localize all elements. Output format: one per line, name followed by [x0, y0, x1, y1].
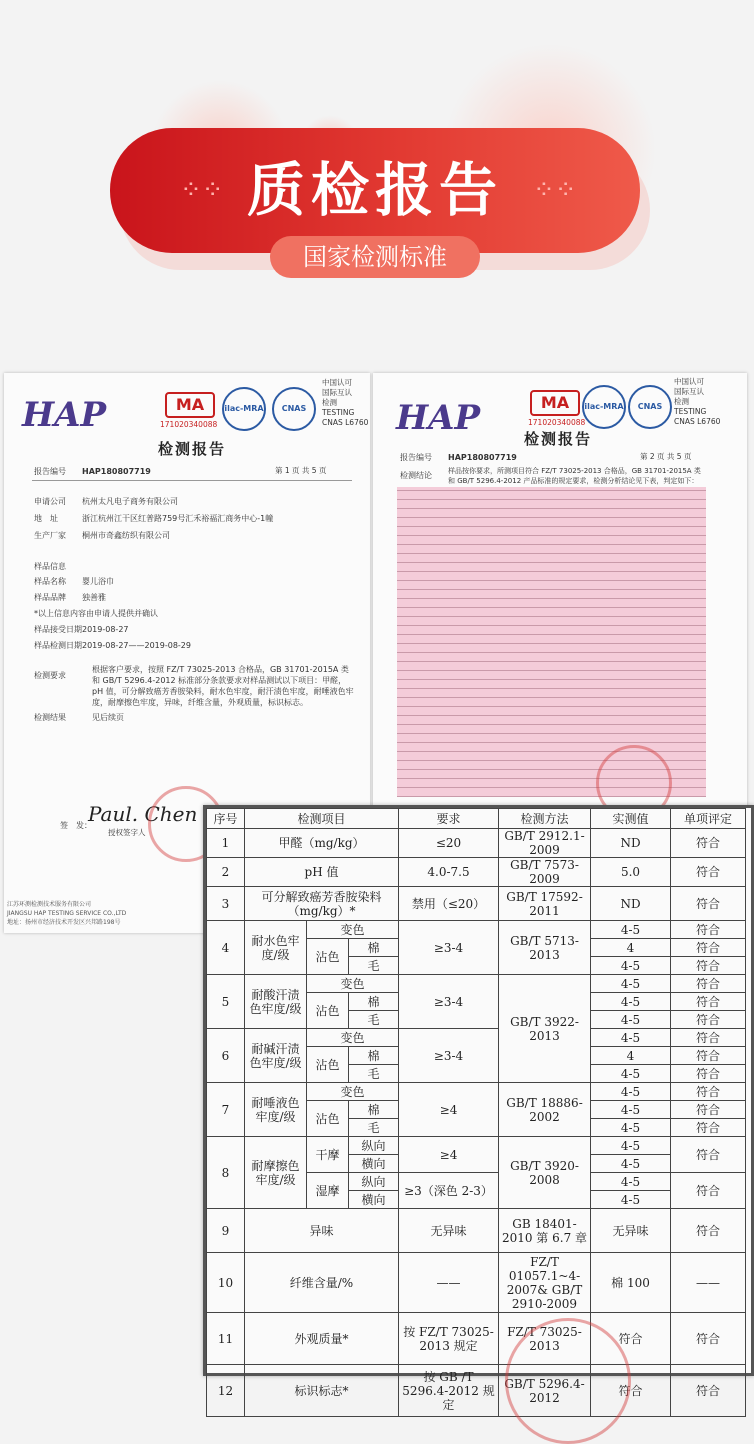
test-result-label: 检测结果 [34, 713, 66, 722]
cell-req: —— [399, 1253, 499, 1313]
info-sample-name: 样品名称 婴儿浴巾 [34, 577, 114, 586]
cell-direction: 纵向 [349, 1173, 399, 1191]
cell-eval: 符合 [671, 1029, 746, 1047]
cell-value: 4-5 [591, 1065, 671, 1083]
decor-dots-right: ⁘⁘ [533, 175, 577, 205]
table-row [207, 887, 746, 921]
table-header-row [207, 809, 746, 829]
cell-no: 9 [207, 1209, 245, 1253]
cell-req: ≤20 [399, 829, 499, 858]
ilac-logo: ilac-MRA [222, 387, 266, 431]
ma-number-2: 171020340088 [528, 418, 586, 427]
cell-value: 5.0 [591, 858, 671, 887]
zoomed-results-table [203, 805, 754, 1412]
ilac-logo-2: ilac-MRA [582, 385, 626, 429]
cell-no: 8 [207, 1137, 245, 1209]
cell-no: 10 [207, 1253, 245, 1313]
test-requirement-label: 检测要求 [34, 671, 66, 680]
th-method: 检测方法 [499, 809, 591, 829]
th-eval: 单项评定 [671, 809, 746, 829]
cell-value: ND [591, 829, 671, 858]
cell-eval: 符合 [671, 1065, 746, 1083]
cell-value: ND [591, 887, 671, 921]
cell-value: 4-5 [591, 921, 671, 939]
cell-item: 外观质量* [245, 1313, 399, 1365]
cell-eval: —— [671, 1253, 746, 1313]
cell-req: 禁用（≤20） [399, 887, 499, 921]
cell-eval: 符合 [671, 921, 746, 939]
cell-req: ≥3（深色 2-3） [399, 1173, 499, 1209]
cell-no: 4 [207, 921, 245, 975]
cell-eval: 符合 [671, 887, 746, 921]
cell-item: pH 值 [245, 858, 399, 887]
cell-req: 无异味 [399, 1209, 499, 1253]
cell-subitem: 湿摩 [307, 1173, 349, 1209]
cell-value: 4-5 [591, 1155, 671, 1173]
test-requirement-text: 根据客户要求，按照 FZ/T 73025-2013 合格品，GB 31701-2015A 类和 GB/T 5296.4-2012 标准部分条款要求对样品测试以下项目：甲醛，pH 值，可分解致癌芳香胺染料，耐水色牢度，耐汗渍色牢度，耐唾液色牢度，耐摩擦色牢度，异味，纤维含量，外观质量，标识标志。 [92, 665, 354, 707]
cell-value: 4-5 [591, 1011, 671, 1029]
info-applicant: 申请公司 杭州太凡电子商务有限公司 [34, 497, 178, 506]
th-value: 实测值 [591, 809, 671, 829]
cell-no: 6 [207, 1029, 245, 1083]
cell-fiber: 棉 [349, 993, 399, 1011]
table-row [207, 1365, 746, 1417]
cell-req: ≥3-4 [399, 975, 499, 1029]
table-row [207, 1029, 746, 1047]
cell-item: 耐摩擦色牢度/级 [245, 1137, 307, 1209]
report-no: 报告编号 HAP180807719 [34, 467, 151, 476]
hap-logo-2: HAP [396, 398, 481, 438]
cell-subitem: 变色 [307, 1083, 399, 1101]
cell-value: 4-5 [591, 1173, 671, 1191]
cell-eval: 符合 [671, 858, 746, 887]
cell-method: GB/T 17592-2011 [499, 887, 591, 921]
report-title: 检测报告 [158, 440, 227, 458]
cell-method: FZ/T 73025-2013 [499, 1313, 591, 1365]
page-number: 第 1 页 共 5 页 [275, 466, 327, 475]
cell-direction: 横向 [349, 1191, 399, 1209]
results-table [206, 808, 746, 1417]
cell-eval: 符合 [671, 1083, 746, 1101]
cell-value: 4-5 [591, 993, 671, 1011]
cell-subitem: 沾色 [307, 1047, 349, 1083]
info-note: *以上信息内容由申请人提供并确认 [34, 609, 158, 618]
cell-item: 异味 [245, 1209, 399, 1253]
conclusion-label: 检测结论 [400, 471, 432, 480]
cell-eval: 符合 [671, 957, 746, 975]
cell-eval: 符合 [671, 1011, 746, 1029]
info-sample-heading: 样品信息 [34, 562, 66, 571]
cell-method: GB/T 5296.4-2012 [499, 1365, 591, 1417]
cell-eval: 符合 [671, 1365, 746, 1417]
cell-value: 符合 [591, 1365, 671, 1417]
highlighted-table-rules [397, 487, 706, 797]
cell-item: 可分解致癌芳香胺染料（mg/kg）* [245, 887, 399, 921]
cell-direction: 纵向 [349, 1137, 399, 1155]
cell-item: 耐碱汗渍色牢度/级 [245, 1029, 307, 1083]
cell-item: 耐唾液色牢度/级 [245, 1083, 307, 1137]
cell-value: 棉 100 [591, 1253, 671, 1313]
table-row [207, 975, 746, 993]
cell-value: 4-5 [591, 975, 671, 993]
signature: Paul. Chen [88, 802, 198, 826]
cell-eval: 符合 [671, 1119, 746, 1137]
cell-fiber: 毛 [349, 957, 399, 975]
conclusion-text: 样品按你要求，所测项目符合 FZ/T 73025-2013 合格品，GB 31701-2015A 类和 GB/T 5296.4-2012 产品标准的规定要求，检测分析结论见下表，判定如下： [448, 467, 701, 485]
info-address: 地 址 浙江杭州江干区红普路759号汇禾裕福汇商务中心-1幢 [34, 514, 274, 523]
decor-dots-left: ⁘⁘ [180, 175, 224, 205]
th-item: 检测项目 [245, 809, 399, 829]
cell-fiber: 棉 [349, 1047, 399, 1065]
cell-no: 7 [207, 1083, 245, 1137]
info-received-date: 样品接受日期2019-08-27 [34, 625, 129, 634]
cell-method: GB/T 3920-2008 [499, 1137, 591, 1209]
page-number-2: 第 2 页 共 5 页 [640, 452, 692, 461]
table-row [207, 1137, 746, 1155]
cell-subitem: 沾色 [307, 939, 349, 975]
table-row [207, 858, 746, 887]
table-row [207, 1209, 746, 1253]
cell-eval: 符合 [671, 829, 746, 858]
cell-method: GB 18401-2010 第 6.7 章 [499, 1209, 591, 1253]
cell-req: 按 FZ/T 73025-2013 规定 [399, 1313, 499, 1365]
cell-eval: 符合 [671, 1137, 746, 1173]
info-test-date: 样品检测日期2019-08-27——2019-08-29 [34, 641, 191, 650]
divider [32, 480, 352, 481]
cell-subitem: 变色 [307, 1029, 399, 1047]
info-sample-brand: 样品品牌 独善雅 [34, 593, 106, 602]
cell-eval: 符合 [671, 1047, 746, 1065]
cnas-logo-2: CNAS [628, 385, 672, 429]
report-no-2: 报告编号 HAP180807719 [400, 453, 517, 462]
cell-value: 4-5 [591, 1137, 671, 1155]
table-row [207, 829, 746, 858]
cell-fiber: 毛 [349, 1011, 399, 1029]
cell-subitem: 沾色 [307, 1101, 349, 1137]
page-title: 质检报告 [246, 156, 503, 224]
cell-eval: 符合 [671, 1209, 746, 1253]
cell-item: 纤维含量/% [245, 1253, 399, 1313]
cell-fiber: 棉 [349, 939, 399, 957]
cell-value: 无异味 [591, 1209, 671, 1253]
cell-value: 符合 [591, 1313, 671, 1365]
cell-no: 12 [207, 1365, 245, 1417]
th-req: 要求 [399, 809, 499, 829]
signer-label: 授权签字人 [108, 828, 146, 837]
ma-logo: MA [165, 392, 215, 418]
cell-eval: 符合 [671, 939, 746, 957]
cell-value: 4-5 [591, 957, 671, 975]
cell-no: 11 [207, 1313, 245, 1365]
cell-req: ≥4 [399, 1083, 499, 1137]
cell-method: GB/T 5713-2013 [499, 921, 591, 975]
cell-item: 耐酸汗渍色牢度/级 [245, 975, 307, 1029]
cell-req: ≥3-4 [399, 1029, 499, 1083]
cell-subitem: 变色 [307, 921, 399, 939]
cell-no: 2 [207, 858, 245, 887]
info-manufacturer: 生产厂家 桐州市奇鑫纺织有限公司 [34, 531, 170, 540]
cnas-text: 中国认可 国际互认 检测 TESTING CNAS L6760 [322, 378, 369, 427]
cell-method: GB/T 2912.1-2009 [499, 829, 591, 858]
hap-logo: HAP [22, 395, 107, 435]
lab-footer: 江苏环测检测技术服务有限公司 JIANGSU HAP TESTING SERVICE CO.,LTD 地址：扬州市经济技术开发区兴邦路198号 [7, 901, 127, 926]
table-row [207, 1313, 746, 1365]
cell-value: 4-5 [591, 1191, 671, 1209]
cell-method: FZ/T 01057.1~4-2007& GB/T 2910-2009 [499, 1253, 591, 1313]
cell-method: GB/T 3922-2013 [499, 975, 591, 1083]
cell-eval: 符合 [671, 993, 746, 1011]
sign-label: 签 发： [60, 821, 92, 830]
red-stamp-bottom [505, 1318, 631, 1444]
cell-method: GB/T 18886-2002 [499, 1083, 591, 1137]
cell-req: ≥3-4 [399, 921, 499, 975]
cell-req: ≥4 [399, 1137, 499, 1173]
cell-value: 4 [591, 939, 671, 957]
cell-method: GB/T 7573-2009 [499, 858, 591, 887]
table-row [207, 1083, 746, 1101]
cnas-logo: CNAS [272, 387, 316, 431]
cell-subitem: 干摩 [307, 1137, 349, 1173]
cnas-text-2: 中国认可 国际互认 检测 TESTING CNAS L6760 [674, 377, 721, 426]
ma-logo-2: MA [530, 390, 580, 416]
cell-subitem: 变色 [307, 975, 399, 993]
th-no: 序号 [207, 809, 245, 829]
cell-no: 1 [207, 829, 245, 858]
cell-value: 4-5 [591, 1119, 671, 1137]
cell-eval: 符合 [671, 1101, 746, 1119]
test-result-value: 见后续页 [92, 713, 124, 722]
page-subtitle: 国家检测标准 [270, 236, 480, 278]
cell-value: 4-5 [591, 1029, 671, 1047]
cell-subitem: 沾色 [307, 993, 349, 1029]
cell-eval: 符合 [671, 1173, 746, 1209]
cell-fiber: 毛 [349, 1065, 399, 1083]
cell-item: 耐水色牢度/级 [245, 921, 307, 975]
cell-item: 甲醛（mg/kg） [245, 829, 399, 858]
cell-req: 4.0-7.5 [399, 858, 499, 887]
cell-fiber: 毛 [349, 1119, 399, 1137]
cell-value: 4-5 [591, 1083, 671, 1101]
cell-fiber: 棉 [349, 1101, 399, 1119]
cell-item: 标识标志* [245, 1365, 399, 1417]
cell-no: 3 [207, 887, 245, 921]
cell-value: 4-5 [591, 1101, 671, 1119]
cell-req: 按 GB /T 5296.4-2012 规定 [399, 1365, 499, 1417]
cell-no: 5 [207, 975, 245, 1029]
table-row [207, 1253, 746, 1313]
cell-eval: 符合 [671, 975, 746, 993]
table-row [207, 921, 746, 939]
report-title-2: 检测报告 [524, 430, 593, 448]
cell-value: 4 [591, 1047, 671, 1065]
ma-number: 171020340088 [160, 420, 218, 429]
cell-direction: 横向 [349, 1155, 399, 1173]
cell-eval: 符合 [671, 1313, 746, 1365]
